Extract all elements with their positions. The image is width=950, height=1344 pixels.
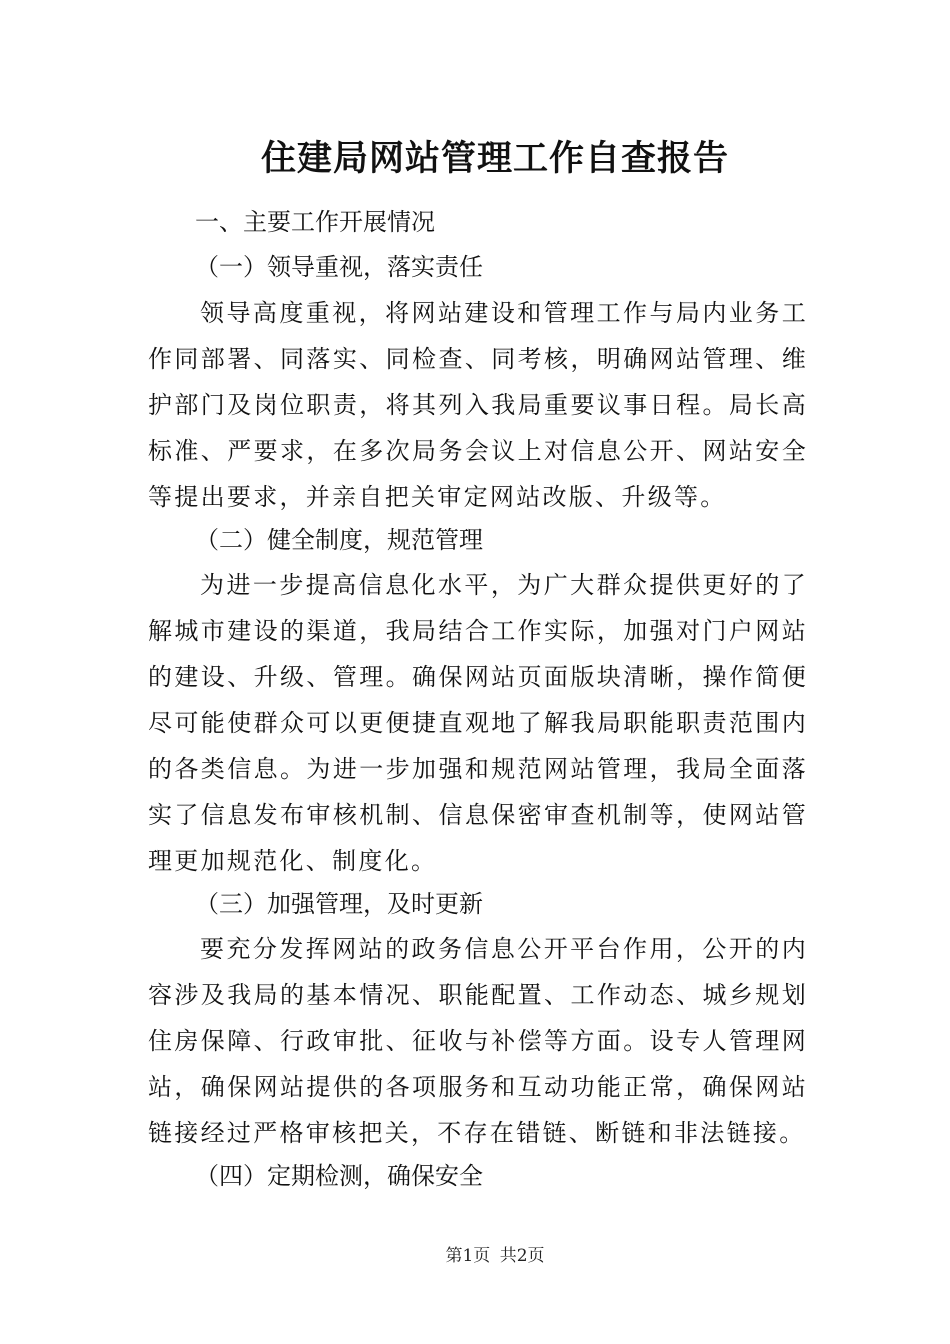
section-heading-main-work: 一、主要工作开展情况	[195, 208, 435, 236]
subsection-heading-2: （二）健全制度，规范管理	[195, 526, 483, 554]
page-total: 共2页	[499, 1246, 545, 1266]
subsection-paragraph-1: 领导高度重视，将网站建设和管理工作与局内业务工作同部署、同落实、同检查、同考核，明确网站管理、维护部门及岗位职责，将其列入我局重要议事日程。局长高标准、严要求，在多次局务会议上对信息公开、网站安全等提出要求，并亲自把关审定网站改版、升级等。	[148, 299, 808, 511]
subsection-heading-1: （一）领导重视，落实责任	[195, 253, 483, 281]
page-footer	[0, 1241, 950, 1266]
page-number: 第1页	[445, 1246, 491, 1266]
subsection-heading-3: （三）加强管理，及时更新	[195, 890, 483, 918]
subsection-paragraph-2: 为进一步提高信息化水平，为广大群众提供更好的了解城市建设的渠道，我局结合工作实际，加强对门户网站的建设、升级、管理。确保网站页面版块清晰，操作简便尽可能使群众可以更便捷直观地了解我局职能职责范围内的各类信息。为进一步加强和规范网站管理，我局全面落实了信息发布审核机制、信息保密审查机制等，使网站管理更加规范化、制度化。	[148, 571, 808, 875]
subsection-heading-4: （四）定期检测，确保安全	[195, 1162, 483, 1190]
subsection-paragraph-3: 要充分发挥网站的政务信息公开平台作用，公开的内容涉及我局的基本情况、职能配置、工作动态、城乡规划住房保障、行政审批、征收与补偿等方面。设专人管理网站，确保网站提供的各项服务和互动功能正常，确保网站链接经过严格审核把关，不存在错链、断链和非法链接。	[148, 935, 808, 1147]
document-title: 住建局网站管理工作自查报告	[260, 138, 729, 179]
